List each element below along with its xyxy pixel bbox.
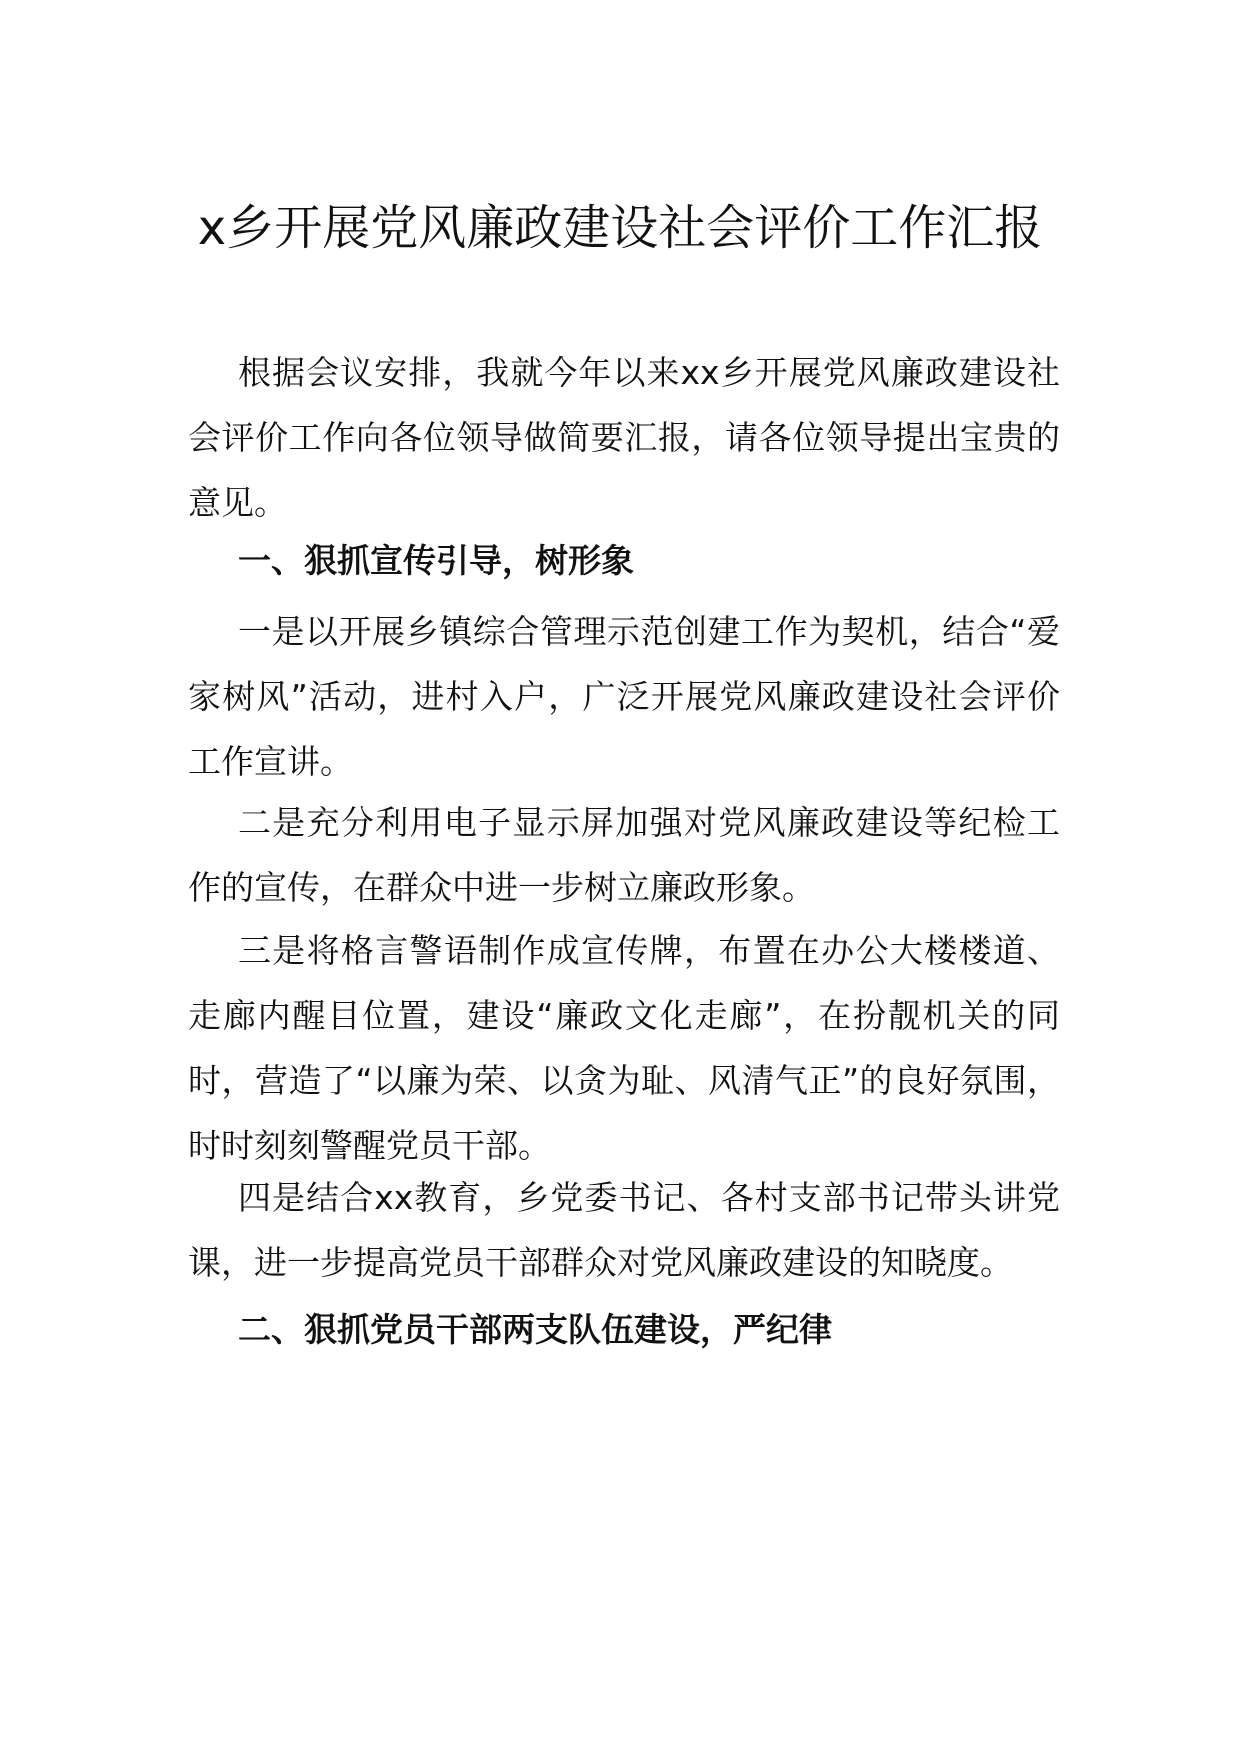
paragraph-item-3: 三是将格言警语制作成宣传牌，布置在办公大楼楼道、走廊内醒目位置，建设“廉政文化走廊”，在扮靓机关的同时，营造了“以廉为荣、以贪为耻、风清气正”的良好氛围，时时刻刻警醒党员干部。: [188, 931, 1060, 1165]
intro-paragraph: 根据会议安排，我就今年以来xx乡开展党风廉政建设社会评价工作向各位领导做简要汇报，请各位领导提出宝贵的意见。: [188, 353, 1060, 522]
paragraph-item-4: 四是结合xx教育，乡党委书记、各村支部书记带头讲党课，进一步提高党员干部群众对党风廉政建设的知晓度。: [188, 1178, 1060, 1282]
paragraph-item-1: 一是以开展乡镇综合管理示范创建工作为契机，结合“爱家树风”活动，进村入户，广泛开展党风廉政建设社会评价工作宣讲。: [188, 612, 1060, 781]
document-title: x乡开展党风廉政建设社会评价工作汇报: [197, 200, 1043, 256]
section-heading-2: 二、狠抓党员干部两支队伍建设，严纪律: [238, 1310, 832, 1349]
section-heading-1: 一、狠抓宣传引导，树形象: [238, 541, 634, 580]
paragraph-item-2: 二是充分利用电子显示屏加强对党风廉政建设等纪检工作的宣传，在群众中进一步树立廉政形象。: [188, 803, 1060, 907]
